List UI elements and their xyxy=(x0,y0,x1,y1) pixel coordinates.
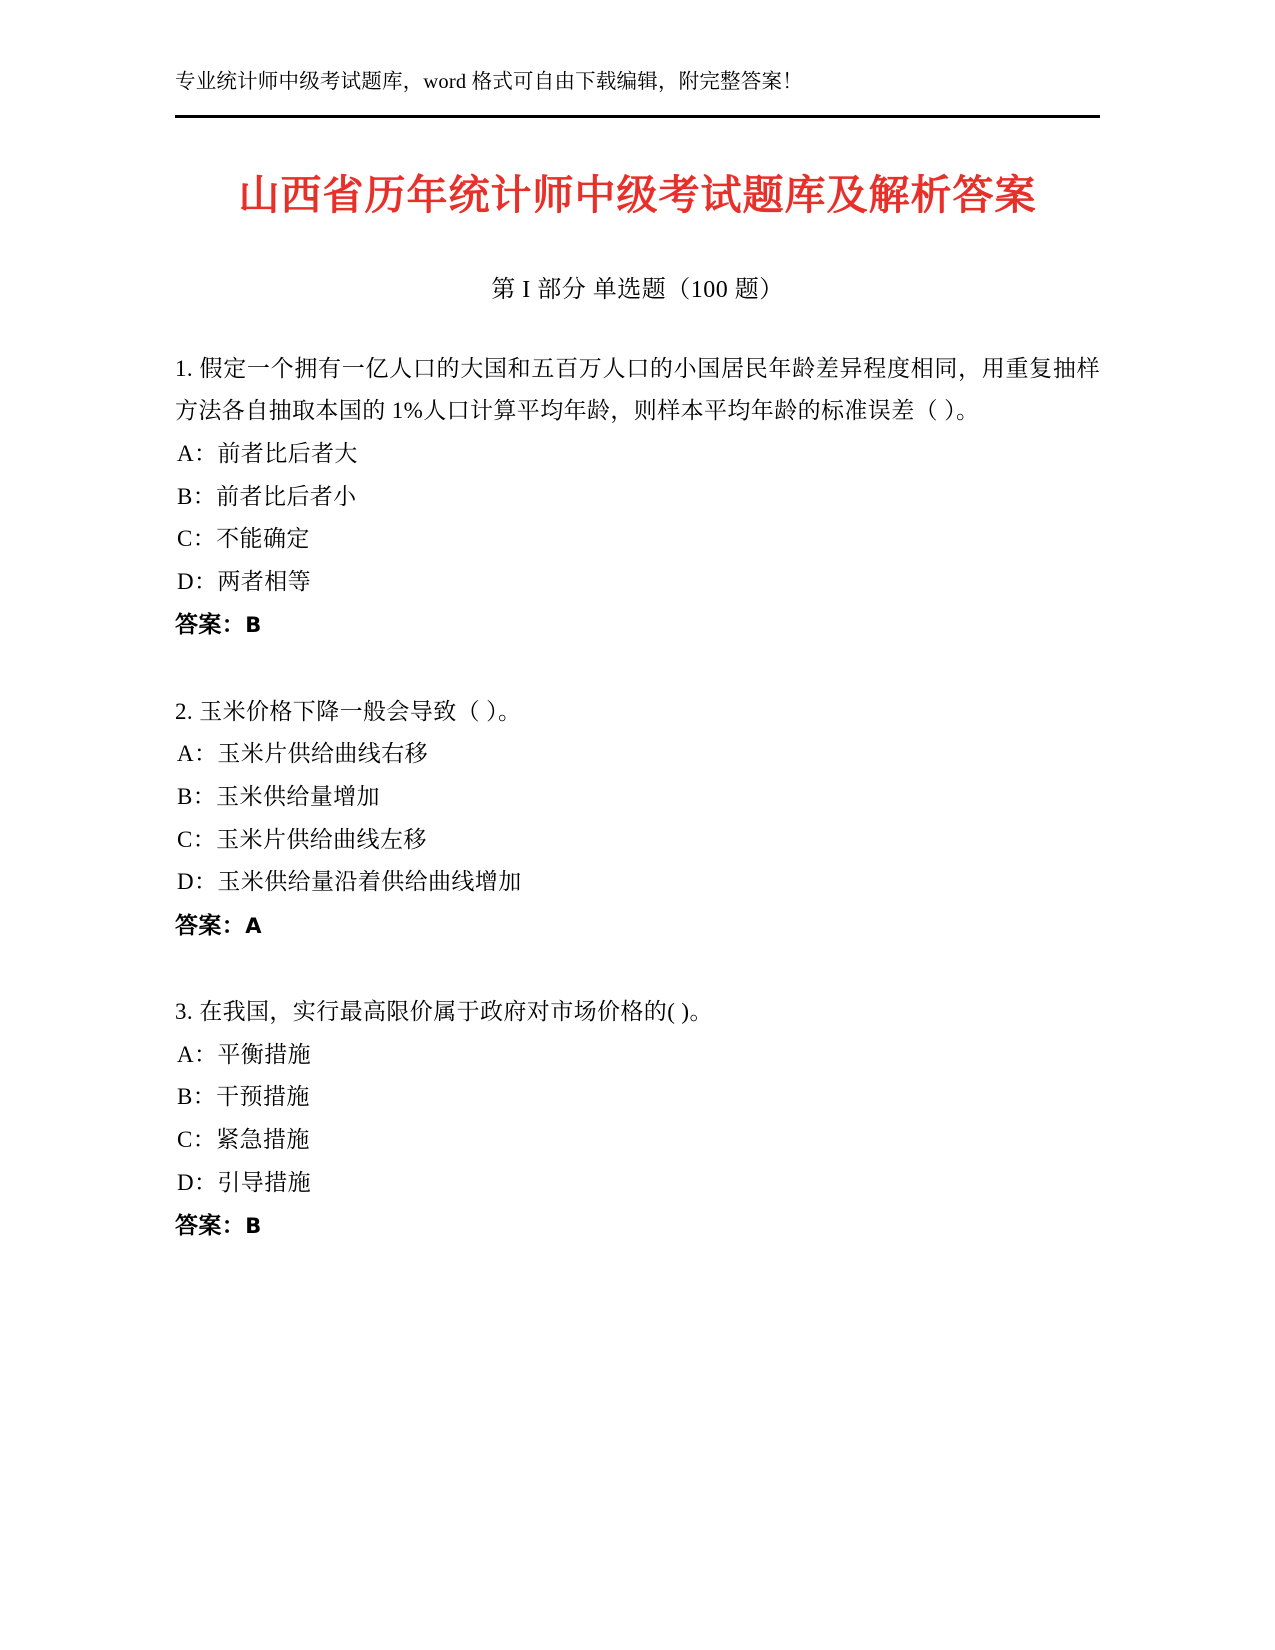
question-option: C：玉米片供给曲线左移 xyxy=(177,826,427,852)
question-answer xyxy=(175,904,1100,948)
answer-value: B xyxy=(245,613,262,638)
question-option: D：两者相等 xyxy=(177,568,312,594)
question-option: A：玉米片供给曲线右移 xyxy=(177,741,429,767)
question-option: C：紧急措施 xyxy=(177,1126,310,1152)
question-option: B：前者比后者小 xyxy=(177,483,357,509)
header-divider xyxy=(175,115,1100,118)
question-stem: 2. 玉米价格下降一般会导致（ ）。 xyxy=(175,698,522,724)
question-option: A：前者比后者大 xyxy=(177,441,358,467)
answer-value: B xyxy=(245,1214,262,1239)
question-block xyxy=(175,348,1100,647)
header-note: 专业统计师中级考试题库，word 格式可自由下载编辑，附完整答案！ xyxy=(175,71,803,93)
answer-label: 答案： xyxy=(175,612,246,638)
question-block xyxy=(175,991,1100,1247)
answer-value: A xyxy=(245,913,262,938)
section-heading: 第 I 部分 单选题（100 题） xyxy=(491,276,784,303)
page-title: 山西省历年统计师中级考试题库及解析答案 xyxy=(238,170,1037,219)
question-option: A：平衡措施 xyxy=(177,1041,312,1067)
question-option: D：引导措施 xyxy=(177,1169,312,1195)
question-option: B：玉米供给量增加 xyxy=(177,784,380,809)
question-stem: 1. 假定一个拥有一亿人口的大国和五百万人口的小国居民年龄差异程度相同，用重复抽样方法各自抽取本国的 1%人口计算平均年龄，则样本平均年龄的标准误差（ ）。 xyxy=(175,355,1100,424)
question-block xyxy=(175,691,1100,947)
answer-label: 答案： xyxy=(175,1213,246,1239)
question-answer xyxy=(175,603,1100,647)
answer-label: 答案： xyxy=(175,912,246,938)
question-stem: 3. 在我国，实行最高限价属于政府对市场价格的( )。 xyxy=(175,999,713,1025)
question-option: D：玉米供给量沿着供给曲线增加 xyxy=(177,869,522,895)
question-option: C：不能确定 xyxy=(177,526,310,552)
question-answer xyxy=(175,1204,1100,1248)
question-option: B：干预措施 xyxy=(177,1084,310,1110)
